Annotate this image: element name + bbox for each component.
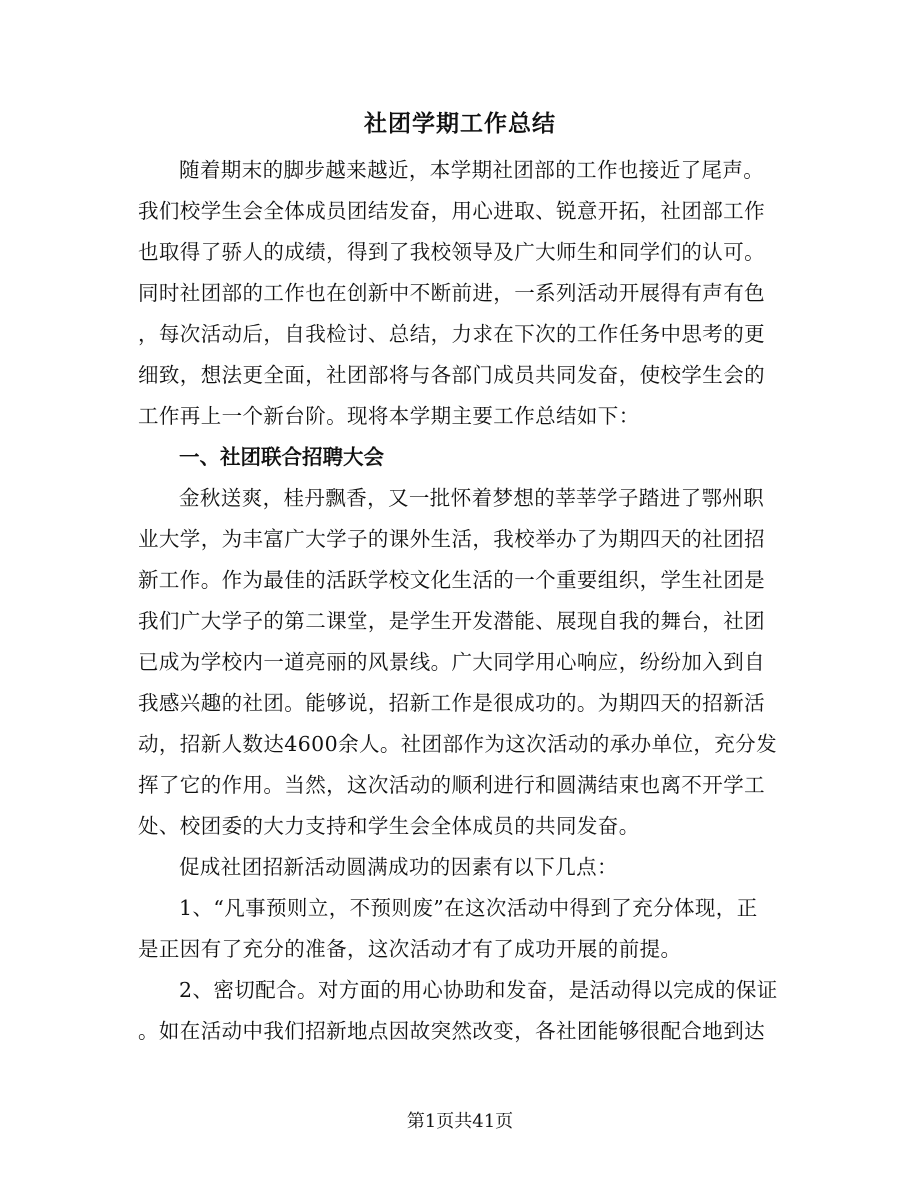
text-line: 2、密切配合。对方面的用心协助和发奋，是活动得以完成的保证 [179,978,778,1002]
paragraph-intro [138,150,782,437]
text-line: 促成社团招新活动圆满成功的因素有以下几点： [179,855,618,879]
text-line: 。如在活动中我们招新地点因故突然改变，各社团能够很配合地到达 [138,1019,765,1043]
text-line: 动，招新人数达4600余人。社团部作为这次活动的承办单位，充分发 [138,732,777,756]
document-title: 社团学期工作总结 [364,110,556,137]
text-line: 已成为学校内一道亮丽的风景线。广大同学用心响应，纷纷加入到自 [138,650,765,674]
text-line: 工作再上一个新台阶。现将本学期主要工作总结如下： [138,404,640,428]
text-line: 我们校学生会全体成员团结发奋，用心进取、锐意开拓，社团部工作 [138,199,765,223]
page-footer: 第1页共41页 [406,1111,514,1132]
text-line: 处、校团委的大力支持和学生会全体成员的共同发奋。 [138,814,640,838]
paragraph-factor-2 [138,970,782,1052]
text-line: 随着期末的脚步越来越近，本学期社团部的工作也接近了尾声。 [179,158,765,182]
section-heading: 一、社团联合招聘大会 [179,445,384,469]
text-line: ，每次活动后，自我检讨、总结，力求在下次的工作任务中思考的更 [138,322,765,346]
paragraph-factor-1 [138,888,782,970]
text-line: 细致，想法更全面，社团部将与各部门成员共同发奋，使校学生会的 [138,363,765,387]
text-line: 金秋送爽，桂丹飘香，又一批怀着梦想的莘莘学子踏进了鄂州职 [179,486,765,510]
paragraph-factors-intro [138,847,782,888]
text-line: 挥了它的作用。当然，这次活动的顺利进行和圆满结束也离不开学工 [138,773,765,797]
text-line: 新工作。作为最佳的活跃学校文化生活的一个重要组织，学生社团是 [138,568,765,592]
text-line: 我感兴趣的社团。能够说，招新工作是很成功的。为期四天的招新活 [138,691,765,715]
text-line: 是正因有了充分的准备，这次活动才有了成功开展的前提。 [138,937,682,961]
text-line: 1、“凡事预则立，不预则废”在这次活动中得到了充分体现，正 [179,896,758,920]
text-line: 业大学，为丰富广大学子的课外生活，我校举办了为期四天的社团招 [138,527,765,551]
paragraph-recruitment [138,478,782,847]
text-line: 同时社团部的工作也在创新中不断前进，一系列活动开展得有声有色 [138,281,765,305]
document-body [138,150,782,1052]
text-line: 我们广大学子的第二课堂，是学生开发潜能、展现自我的舞台，社团 [138,609,765,633]
text-line: 也取得了骄人的成绩，得到了我校领导及广大师生和同学们的认可。 [138,240,765,264]
